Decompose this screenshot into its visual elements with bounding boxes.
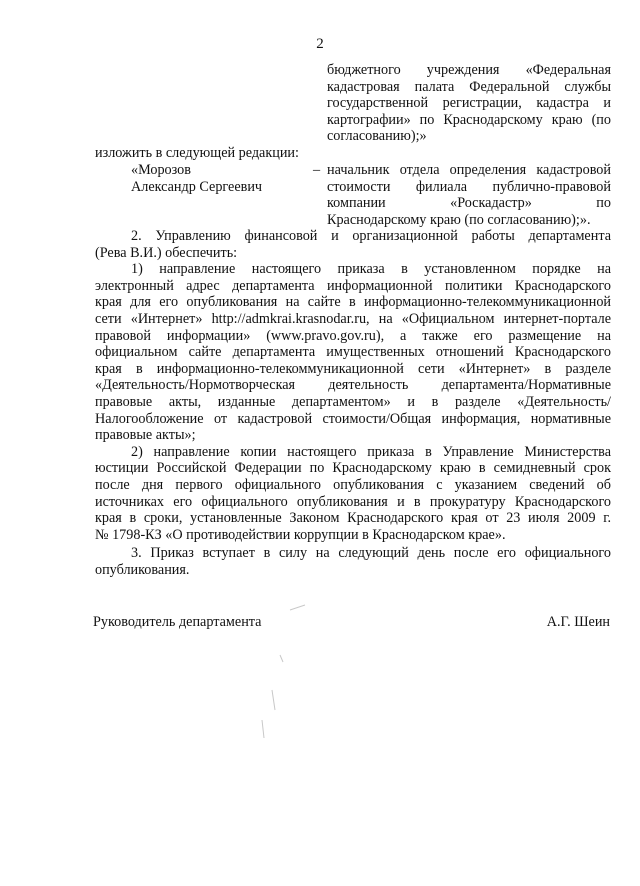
- set-phrase: изложить в следующей редакции:: [95, 145, 299, 161]
- text-line: края в информационно-телекоммуникационной сети «Интернет» в разделе: [95, 360, 611, 377]
- text-line: юстиции Российской Федерации по Краснодарскому краю в семидневный срок: [95, 460, 611, 477]
- text-line: Краснодарскому краю (по согласованию);».: [327, 211, 591, 228]
- text-line: «Деятельность/Нормотворческая деятельность департамента/Нормативные: [95, 377, 611, 394]
- signature-scan-mark: [250, 600, 330, 750]
- text-line: правовые акты, изданные департаментом» и в разделе «Деятельность/: [95, 393, 611, 410]
- text-line: «Морозов: [131, 162, 191, 178]
- text-line: официальном сайте департамента имущественных отношений Краснодарского: [95, 344, 611, 361]
- text-line: края для его опубликования на сайте в информационно-телекоммуникационной: [95, 294, 611, 311]
- text-line: края в сроки, установленные Законом Краснодарского края от 23 июля 2009 г.: [95, 510, 611, 527]
- text-line: сети «Интернет» http://admkrai.krasnodar.ru, на «Официальном интернет-портале: [95, 310, 611, 327]
- text-line: бюджетного учреждения «Федеральная: [327, 62, 611, 78]
- previous-entry-fragment: [327, 62, 611, 145]
- text-line: согласованию);»: [327, 128, 427, 145]
- text-line: электронный адрес департамента информационной политики Краснодарского: [95, 277, 611, 294]
- member-position: [327, 162, 611, 228]
- text-line: государственной регистрации, кадастра и: [327, 95, 611, 112]
- text-line: 2. Управлению финансовой и организационной работы департамента: [131, 228, 611, 244]
- text-line: № 1798-КЗ «О противодействии коррупции в Краснодарском крае».: [95, 526, 506, 543]
- signatory-name: А.Г. Шеин: [546, 614, 610, 630]
- text-line: 2) направление копии настоящего приказа в Управление Министерства: [131, 443, 611, 460]
- text-line: правовые акты»;: [95, 427, 196, 444]
- signatory-title: Руководитель департамента: [93, 614, 262, 630]
- page-number: 2: [316, 36, 324, 52]
- item-2: [95, 228, 611, 543]
- member-dash: –: [313, 162, 321, 178]
- text-line: компании «Роскадастр» по: [327, 195, 611, 212]
- text-line: картографии» по Краснодарскому краю (по: [327, 111, 611, 128]
- text-line: опубликования.: [95, 561, 190, 578]
- item-3: [95, 545, 611, 578]
- member-name: [131, 162, 262, 195]
- text-line: источниках его официального опубликования и в прокуратуру Краснодарского: [95, 493, 611, 510]
- text-line: после дня первого официального опубликования с указанием сведений об: [95, 476, 611, 493]
- text-line: правовой информации» (www.pravo.gov.ru), а также его размещение на: [95, 327, 611, 344]
- text-line: 3. Приказ вступает в силу на следующий день после его официального: [131, 545, 611, 561]
- text-line: начальник отдела определения кадастровой: [327, 162, 611, 178]
- text-line: стоимости филиала публично-правовой: [327, 178, 611, 195]
- text-line: Налогообложение от кадастровой стоимости/Общая информация, нормативные: [95, 410, 611, 427]
- text-line: кадастровая палата Федеральной службы: [327, 78, 611, 95]
- text-line: (Рева В.И.) обеспечить:: [95, 244, 238, 261]
- text-line: 1) направление настоящего приказа в установленном порядке на: [131, 261, 611, 278]
- text-line: Александр Сергеевич: [131, 178, 263, 195]
